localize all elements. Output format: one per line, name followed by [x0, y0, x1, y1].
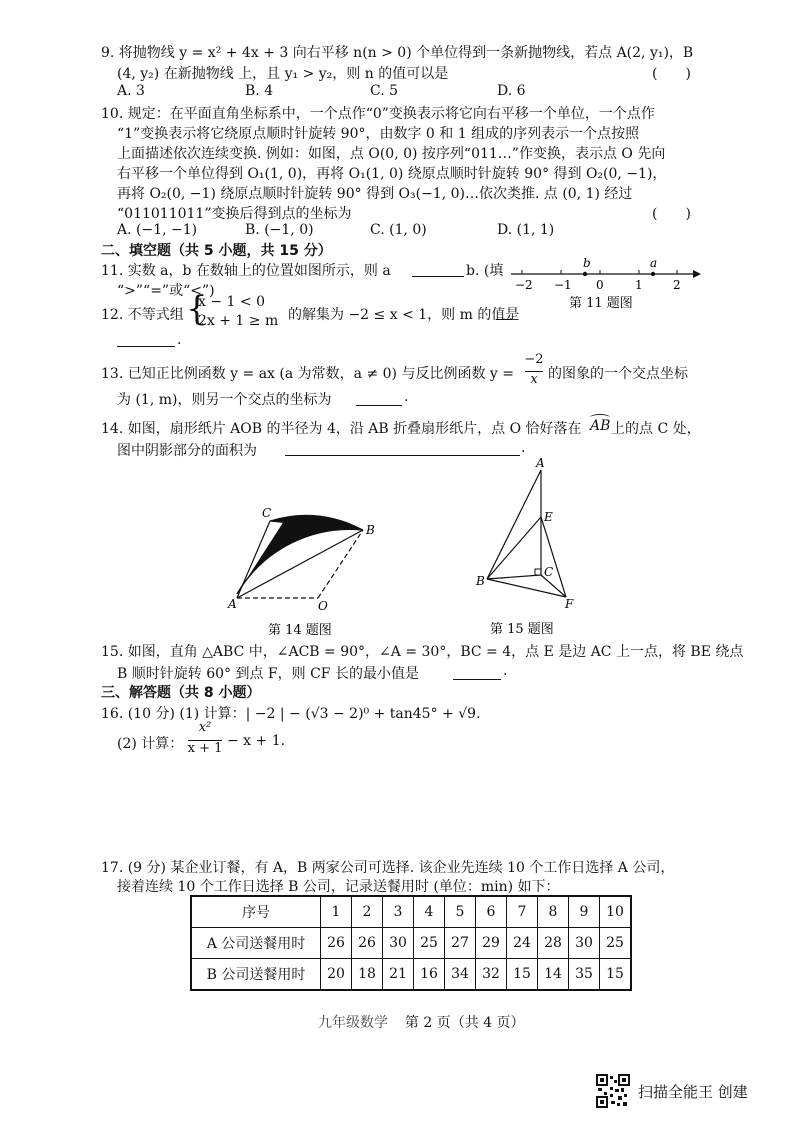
q13-blank: [356, 405, 402, 406]
q10-option-b: B. (−1, 0): [245, 222, 314, 238]
q11-line1b: b. (填: [466, 263, 504, 279]
q16-frac-num: x²: [198, 720, 212, 735]
q9-option-d: D. 6: [497, 83, 526, 99]
fig14-caption: 第 14 题图: [268, 623, 332, 638]
q10-option-a: A. (−1, −1): [117, 222, 198, 238]
point-b-label: b: [583, 256, 591, 270]
q12-blank-b: [117, 346, 175, 347]
table-cell: 9: [569, 896, 600, 928]
table-row-company-b: [191, 959, 631, 991]
q12-blank-a: [496, 319, 512, 320]
q10-line5: 再将 O₂(0, −1) 绕原点顺时针旋转 90° 得到 O₃(−1, 0)…依次类推. 点 (0, 1) 经过: [117, 186, 633, 202]
q17-line2: 接着连续 10 个工作日选择 B 公司，记录送餐用时 (单位：min) 如下：: [117, 879, 560, 895]
q14-end: .: [521, 440, 526, 456]
table-cell: 20: [321, 959, 352, 991]
table-cell: 6: [476, 896, 507, 928]
table-header-row: [191, 896, 631, 928]
table-cell: 30: [383, 928, 414, 959]
table-cell: 14: [538, 959, 569, 991]
table-cell: 28: [538, 928, 569, 959]
q14-arc-mark: [590, 414, 610, 421]
q16-part2-post: − x + 1.: [227, 733, 286, 749]
tick-label-0: 0: [596, 278, 604, 292]
table-cell: 18: [352, 959, 383, 991]
table-cell: 16: [414, 959, 445, 991]
q17-line1: 17. (9 分) 某企业订餐，有 A，B 两家公司可选择. 该企业先连续 10 个工作日选择 A 公司，: [101, 860, 675, 876]
fig15-segment-ab: [487, 470, 541, 579]
q10-line4: 右平移一个单位得到 O₁(1, 0)，再将 O₁(1, 0) 绕原点顺时针旋转 90° 得到 O₂(0, −1)，: [117, 166, 667, 182]
q13-line1a: 13. 已知正比例函数 y = ax (a 为常数，a ≠ 0) 与反比例函数 y =: [101, 366, 514, 382]
q15-line1: 15. 如图，直角 △ABC 中，∠ACB = 90°，∠A = 30°，BC = 4，点 E 是边 AC 上一点，将 BE 绕点: [101, 644, 744, 660]
point-a-label: a: [650, 256, 658, 270]
table-row-company-a: [191, 928, 631, 959]
fig15-right-angle-mark: [535, 569, 541, 575]
fig14-label-a: A: [228, 597, 237, 611]
table-cell: 7: [507, 896, 538, 928]
table-cell: 10: [600, 896, 632, 928]
scanner-watermark-text: 扫描全能王 创建: [638, 1083, 748, 1101]
q16-part2-pre: (2) 计算：: [117, 736, 184, 752]
tick-label-neg2: −2: [515, 278, 533, 292]
table-cell: 8: [538, 896, 569, 928]
fig15-label-e: E: [544, 510, 553, 524]
table-cell: 1: [321, 896, 352, 928]
table-cell: 21: [383, 959, 414, 991]
fig14-segment-ob: [318, 530, 363, 598]
fig14-label-b: B: [366, 523, 375, 537]
q13-frac-num: −2: [524, 352, 544, 367]
table-cell: 29: [476, 928, 507, 959]
number-line-arrow: [693, 270, 701, 278]
q9-option-c: C. 5: [370, 83, 399, 99]
fig15-label-a: A: [536, 456, 545, 470]
q15-blank: [453, 679, 501, 680]
fig15-label-f: F: [565, 597, 574, 611]
q15-line2: B 顺时针旋转 60° 到点 F，则 CF 长的最小值是: [117, 666, 419, 682]
q9-paren: ( ): [652, 66, 691, 82]
q11-fig-caption: 第 11 题图: [569, 296, 633, 311]
q11-line2: “>”“=”或“<”): [117, 283, 215, 299]
q10-line2: “1”变换表示将它绕原点顺时针旋转 90°，由数字 0 和 1 组成的序列表示一个点按照: [117, 126, 640, 142]
fig15-segment-bf: [487, 579, 566, 597]
fig15-triangle-diagram: [468, 455, 588, 641]
fig15-caption: 第 15 题图: [490, 622, 554, 637]
q12-system-line1: x − 1 < 0: [198, 294, 265, 310]
footer-subject: 九年级数学: [318, 1015, 388, 1031]
table-cell: 26: [352, 928, 383, 959]
fig14-segment-ab: [237, 530, 363, 598]
q14-line1b: 上的点 C 处，: [611, 421, 701, 437]
table-cell: 15: [600, 959, 632, 991]
table-cell: 15: [507, 959, 538, 991]
table-cell: 3: [383, 896, 414, 928]
table-cell: B 公司送餐用时: [191, 959, 321, 991]
section3-heading: 三、解答题（共 8 小题）: [101, 685, 261, 701]
table-cell: 26: [321, 928, 352, 959]
tick-label-1: 1: [635, 278, 643, 292]
fig14-label-o: O: [318, 599, 328, 613]
table-cell: 4: [414, 896, 445, 928]
q14-line2: 图中阴影部分的面积为: [117, 443, 257, 459]
table-cell: 30: [569, 928, 600, 959]
q9-line2: (4, y₂) 在新抛物线 上，且 y₁ > y₂，则 n 的值可以是: [117, 66, 449, 82]
page-footer: [318, 1012, 525, 1032]
section2-heading: 二、填空题（共 5 小题，共 15 分）: [101, 243, 332, 259]
q10-line1: 10. 规定：在平面直角坐标系中，一个点作“0”变换表示将它向右平移一个单位，一个点作: [101, 106, 655, 122]
q11-blank: [412, 276, 464, 277]
tick-label-neg1: −1: [554, 278, 572, 292]
q9-option-a: A. 3: [117, 83, 145, 99]
fig15-segment-bc: [487, 575, 541, 579]
table-cell: 32: [476, 959, 507, 991]
table-cell: 25: [414, 928, 445, 959]
tick-label-2: 2: [673, 278, 681, 292]
table-cell: 5: [445, 896, 476, 928]
q10-line6: “011011011”变换后得到点的坐标为: [117, 206, 352, 222]
table-cell: 24: [507, 928, 538, 959]
q16-part1: 16. (10 分) (1) 计算：| −2 | − (√3 − 2)⁰ + tan45° + √9.: [101, 706, 481, 722]
q12-end: .: [177, 332, 182, 348]
delivery-time-table: [190, 895, 632, 991]
q11-number-line-figure: [505, 255, 705, 313]
q13-line2: 为 (1, m)，则另一个交点的坐标为: [117, 392, 332, 408]
fig15-segment-be: [487, 517, 541, 579]
q12-system-line2: 2x + 1 ≥ m: [198, 313, 279, 329]
fig14-arc-ab: [237, 529, 363, 594]
q12-brace: {: [186, 289, 208, 329]
q16-frac-den: x + 1: [187, 741, 223, 756]
fig14-label-c: C: [262, 508, 272, 520]
q10-option-c: C. (1, 0): [370, 222, 427, 238]
point-b-dot: [583, 272, 587, 276]
q14-line1a: 14. 如图，扇形纸片 AOB 的半径为 4，沿 AB 折叠扇形纸片，点 O 恰好落在: [101, 421, 582, 437]
fig15-label-b: B: [476, 574, 485, 588]
qr-code-icon: [596, 1074, 630, 1108]
fig14-sector-diagram: [222, 508, 392, 642]
table-cell: A 公司送餐用时: [191, 928, 321, 959]
q13-end: .: [404, 389, 409, 405]
table-cell: 序号: [191, 896, 321, 928]
fig15-label-c: C: [544, 565, 554, 579]
q12-post: 的解集为 −2 ≤ x < 1，则 m 的值是: [288, 307, 520, 323]
table-cell: 25: [600, 928, 632, 959]
table-cell: 2: [352, 896, 383, 928]
q10-paren: ( ): [652, 206, 691, 222]
q15-end: .: [503, 663, 508, 679]
footer-page-number: 第 2 页（共 4 页）: [404, 1015, 525, 1031]
q10-option-d: D. (1, 1): [497, 222, 555, 238]
q9-option-b: B. 4: [245, 83, 274, 99]
q12-pre: 12. 不等式组: [101, 307, 184, 323]
q14-arc-label: AB: [590, 418, 611, 434]
table-cell: 34: [445, 959, 476, 991]
q13-frac-den: x: [530, 372, 538, 387]
fig15-segment-ef: [541, 517, 566, 597]
table-cell: 27: [445, 928, 476, 959]
q10-line3: 上面描述依次连续变换. 例如：如图，点 O(0, 0) 按序列“011…”作变换，表示点 O 先向: [117, 146, 666, 162]
table-cell: 35: [569, 959, 600, 991]
point-a-dot: [651, 272, 655, 276]
q11-line1: 11. 实数 a，b 在数轴上的位置如图所示，则 a: [101, 263, 391, 279]
q9-line1: 9. 将抛物线 y = x² + 4x + 3 向右平移 n(n > 0) 个单位得到一条新抛物线，若点 A(2, y₁)，B: [101, 45, 694, 61]
q13-line1b: 的图象的一个交点坐标: [548, 366, 688, 382]
